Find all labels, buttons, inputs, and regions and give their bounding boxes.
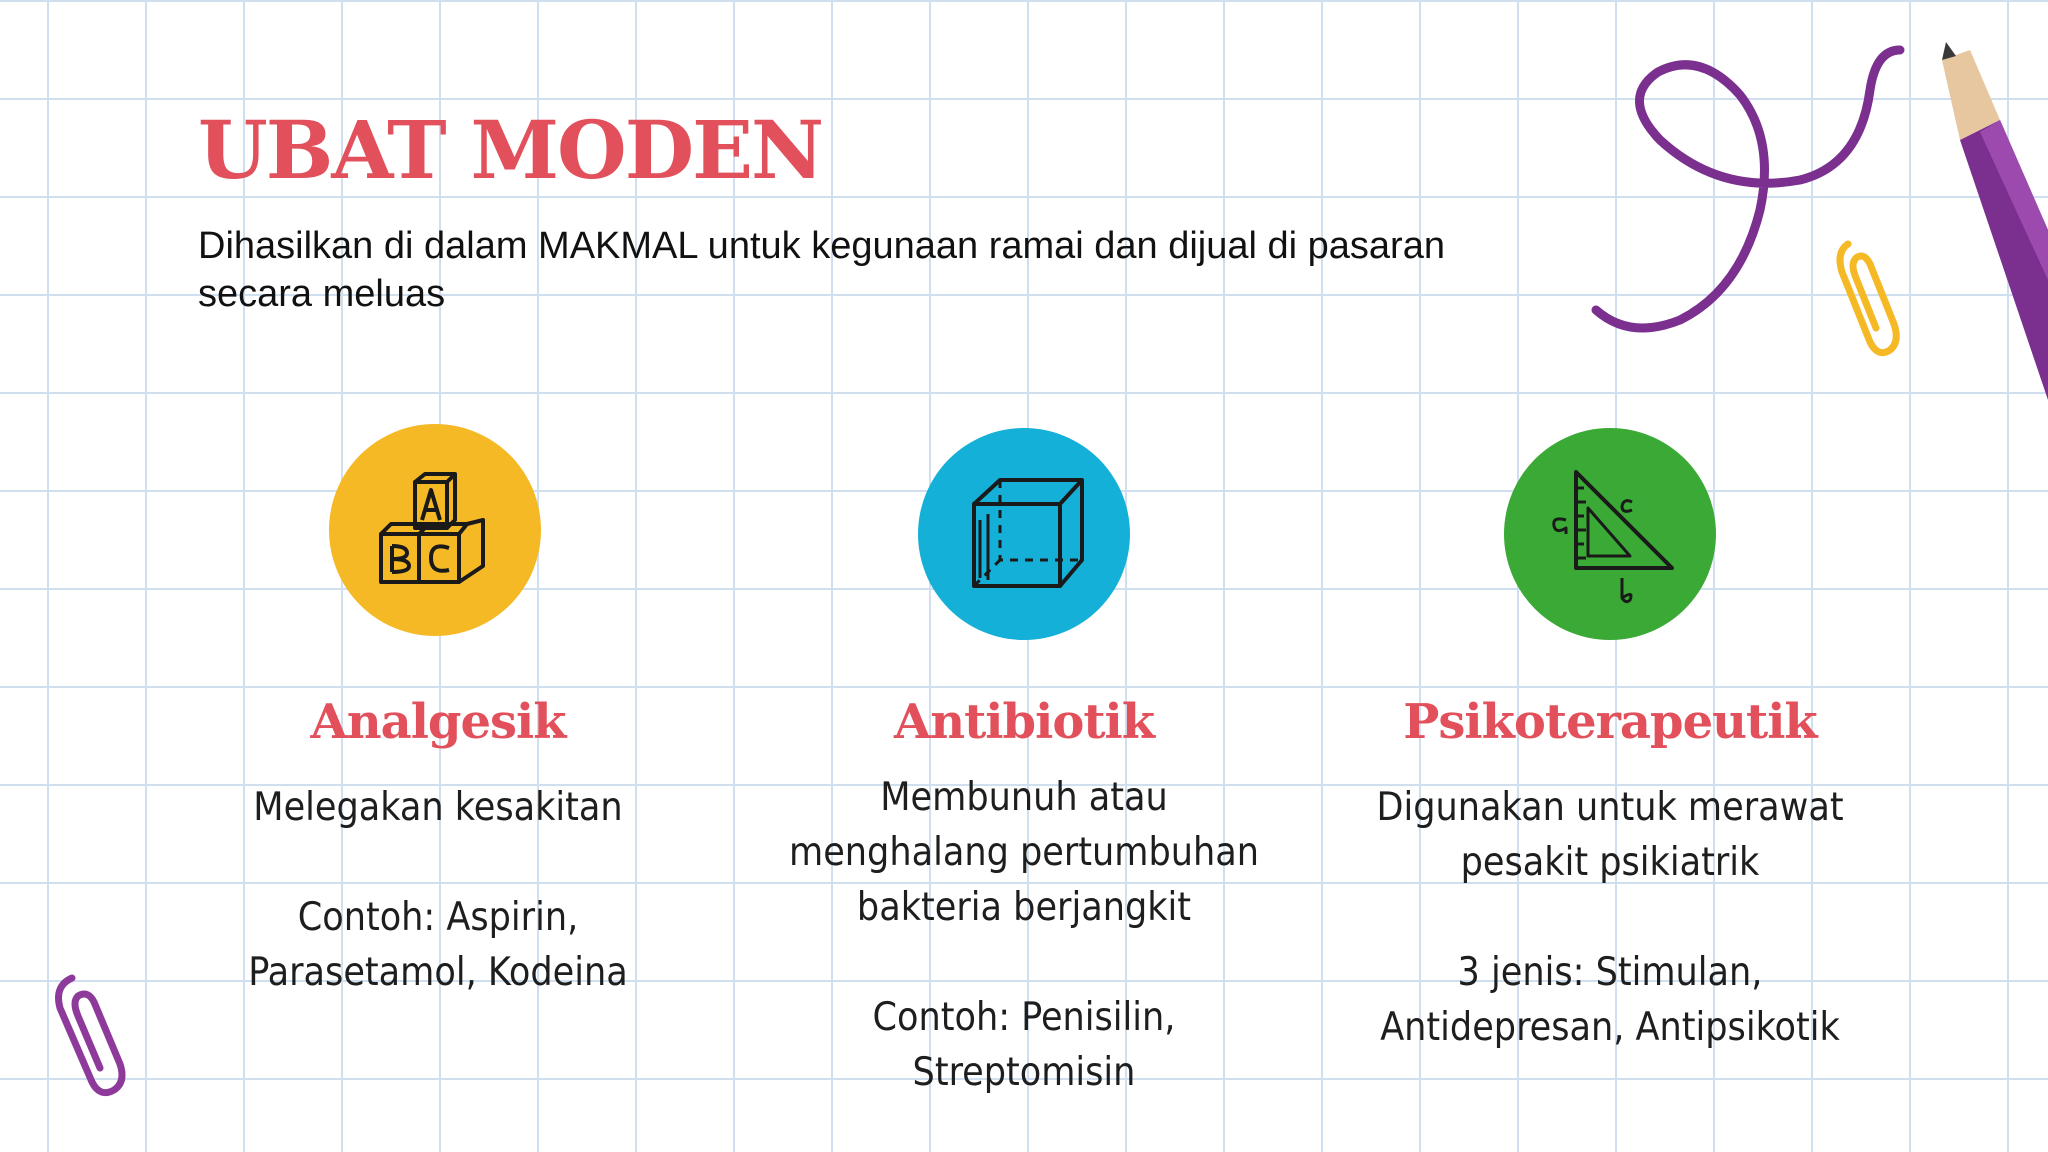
category-antibiotik (754, 694, 1294, 1100)
category-example: Contoh: Penisilin, Streptomisin (872, 995, 1176, 1095)
pencil-icon (1900, 20, 2048, 420)
category-psikoterapeutik (1340, 694, 1880, 1055)
slide-subtitle: Dihasilkan di dalam MAKMAL untuk kegunaan ramai dan dijual di pasaran secara meluas (198, 225, 1445, 315)
paperclip-icon (1826, 224, 1906, 364)
category-example: 3 jenis: Stimulan, Antidepresan, Antipsikotik (1380, 950, 1840, 1050)
category-description: Digunakan untuk merawat pesakit psikiatrik (1376, 785, 1844, 885)
cube-icon (918, 428, 1130, 640)
category-description: Melegakan kesakitan (253, 785, 623, 830)
category-description: Membunuh atau menghalang pertumbuhan bakteria berjangkit (789, 775, 1259, 930)
category-analgesik (168, 694, 708, 1000)
category-title: Analgesik (310, 694, 566, 750)
abc-blocks-icon (329, 424, 541, 636)
triangle-ruler-icon (1504, 428, 1716, 640)
slide-title: UBAT MODEN (198, 103, 823, 197)
category-title: Antibiotik (893, 694, 1155, 750)
paperclip-icon (44, 966, 134, 1106)
category-title: Psikoterapeutik (1403, 694, 1817, 750)
category-example: Contoh: Aspirin, Parasetamol, Kodeina (248, 895, 628, 995)
